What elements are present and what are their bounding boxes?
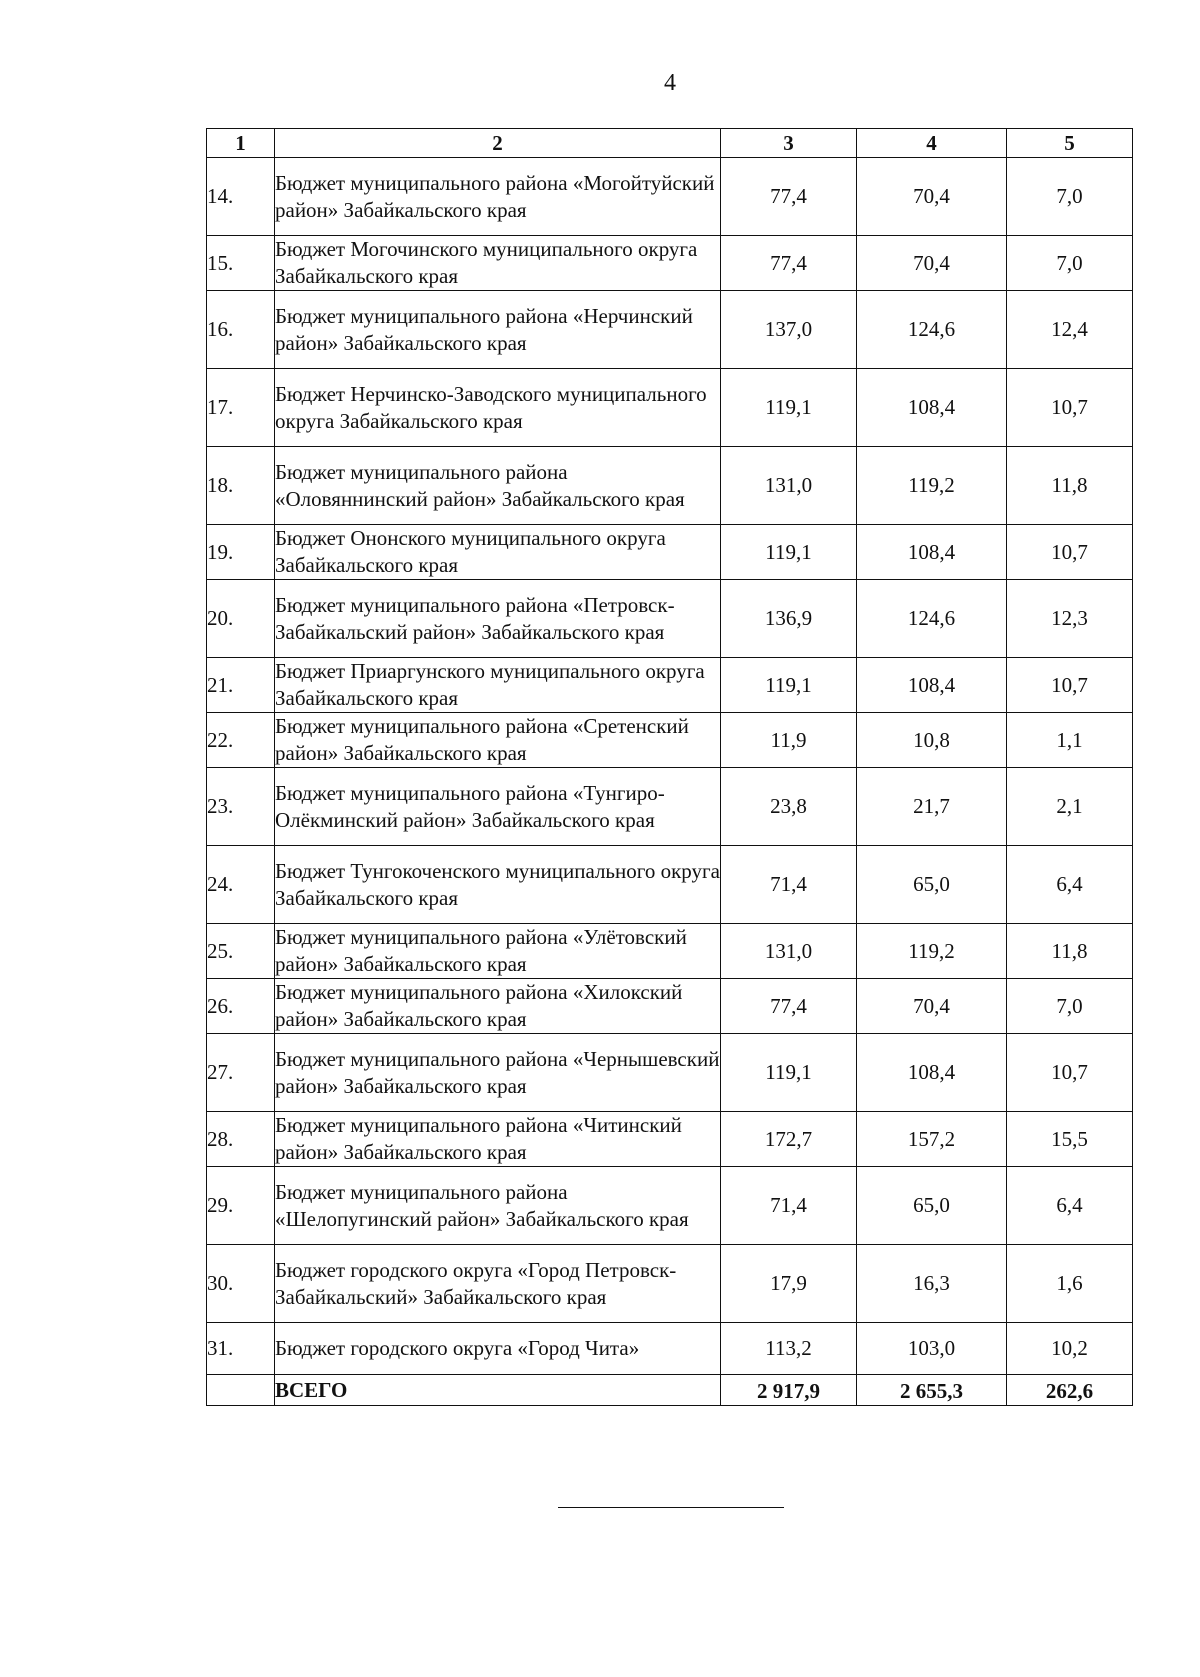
value-col5: 10,7 — [1007, 369, 1133, 447]
table-row — [207, 846, 1133, 924]
page-number: 4 — [664, 70, 676, 96]
value-col4: 70,4 — [857, 979, 1007, 1034]
value-col5: 7,0 — [1007, 236, 1133, 291]
budget-name: Бюджет Тунгокоченского муниципального округа Забайкальского края — [275, 846, 721, 924]
value-col5: 2,1 — [1007, 768, 1133, 846]
budget-name: Бюджет муниципального района «Петровск-Забайкальский район» Забайкальского края — [275, 580, 721, 658]
budget-name: Бюджет Могочинского муниципального округа Забайкальского края — [275, 236, 721, 291]
value-col5: 1,6 — [1007, 1245, 1133, 1323]
table-row — [207, 447, 1133, 525]
value-col4: 65,0 — [857, 846, 1007, 924]
row-number: 19. — [207, 525, 275, 580]
budget-name: Бюджет муниципального района «Тунгиро-Олёкминский район» Забайкальского края — [275, 768, 721, 846]
table-row — [207, 658, 1133, 713]
column-header-5: 5 — [1007, 129, 1133, 158]
value-col3: 17,9 — [721, 1245, 857, 1323]
budget-name: Бюджет муниципального района «Улётовский район» Забайкальского края — [275, 924, 721, 979]
total-value-col3: 2 917,9 — [721, 1375, 857, 1406]
total-value-col4: 2 655,3 — [857, 1375, 1007, 1406]
row-number: 15. — [207, 236, 275, 291]
row-number: 25. — [207, 924, 275, 979]
column-header-1: 1 — [207, 129, 275, 158]
value-col5: 1,1 — [1007, 713, 1133, 768]
budget-name: Бюджет муниципального района «Могойтуйский район» Забайкальского края — [275, 158, 721, 236]
value-col5: 15,5 — [1007, 1112, 1133, 1167]
value-col4: 10,8 — [857, 713, 1007, 768]
value-col4: 119,2 — [857, 447, 1007, 525]
value-col5: 12,3 — [1007, 580, 1133, 658]
total-row-number — [207, 1375, 275, 1406]
value-col3: 119,1 — [721, 658, 857, 713]
table-row — [207, 369, 1133, 447]
table-row — [207, 525, 1133, 580]
value-col4: 124,6 — [857, 291, 1007, 369]
budget-name: Бюджет муниципального района «Нерчинский район» Забайкальского края — [275, 291, 721, 369]
value-col5: 10,2 — [1007, 1323, 1133, 1375]
row-number: 21. — [207, 658, 275, 713]
row-number: 26. — [207, 979, 275, 1034]
value-col3: 136,9 — [721, 580, 857, 658]
value-col3: 113,2 — [721, 1323, 857, 1375]
value-col3: 71,4 — [721, 1167, 857, 1245]
value-col3: 119,1 — [721, 1034, 857, 1112]
value-col4: 65,0 — [857, 1167, 1007, 1245]
table-header-row — [207, 129, 1133, 158]
column-header-4: 4 — [857, 129, 1007, 158]
table-row — [207, 1323, 1133, 1375]
row-number: 20. — [207, 580, 275, 658]
value-col4: 16,3 — [857, 1245, 1007, 1323]
value-col5: 10,7 — [1007, 1034, 1133, 1112]
value-col4: 124,6 — [857, 580, 1007, 658]
table-row — [207, 1034, 1133, 1112]
value-col4: 157,2 — [857, 1112, 1007, 1167]
column-header-2: 2 — [275, 129, 721, 158]
value-col4: 108,4 — [857, 658, 1007, 713]
value-col3: 137,0 — [721, 291, 857, 369]
value-col3: 131,0 — [721, 924, 857, 979]
value-col4: 21,7 — [857, 768, 1007, 846]
table-row — [207, 236, 1133, 291]
value-col5: 6,4 — [1007, 1167, 1133, 1245]
value-col5: 11,8 — [1007, 447, 1133, 525]
column-header-3: 3 — [721, 129, 857, 158]
value-col3: 172,7 — [721, 1112, 857, 1167]
value-col3: 77,4 — [721, 979, 857, 1034]
row-number: 17. — [207, 369, 275, 447]
budget-name: Бюджет муниципального района «Шелопугинский район» Забайкальского края — [275, 1167, 721, 1245]
table-row — [207, 291, 1133, 369]
budget-name: Бюджет муниципального района «Хилокский район» Забайкальского края — [275, 979, 721, 1034]
value-col3: 119,1 — [721, 369, 857, 447]
row-number: 18. — [207, 447, 275, 525]
value-col5: 7,0 — [1007, 979, 1133, 1034]
total-row — [207, 1375, 1133, 1406]
value-col4: 108,4 — [857, 369, 1007, 447]
budget-name: Бюджет муниципального района «Оловяннинский район» Забайкальского края — [275, 447, 721, 525]
closing-line — [558, 1507, 784, 1508]
row-number: 14. — [207, 158, 275, 236]
row-number: 24. — [207, 846, 275, 924]
budget-name: Бюджет Нерчинско-Заводского муниципального округа Забайкальского края — [275, 369, 721, 447]
budget-name: Бюджет Ононского муниципального округа Забайкальского края — [275, 525, 721, 580]
value-col3: 119,1 — [721, 525, 857, 580]
budget-name: Бюджет муниципального района «Читинский район» Забайкальского края — [275, 1112, 721, 1167]
value-col3: 11,9 — [721, 713, 857, 768]
budget-name: Бюджет городского округа «Город Петровск-Забайкальский» Забайкальского края — [275, 1245, 721, 1323]
value-col4: 119,2 — [857, 924, 1007, 979]
budget-name: Бюджет муниципального района «Сретенский район» Забайкальского края — [275, 713, 721, 768]
value-col4: 108,4 — [857, 525, 1007, 580]
value-col5: 10,7 — [1007, 658, 1133, 713]
table-row — [207, 158, 1133, 236]
row-number: 16. — [207, 291, 275, 369]
row-number: 22. — [207, 713, 275, 768]
value-col3: 23,8 — [721, 768, 857, 846]
table-row — [207, 768, 1133, 846]
value-col4: 70,4 — [857, 236, 1007, 291]
value-col5: 6,4 — [1007, 846, 1133, 924]
total-label: ВСЕГО — [275, 1375, 721, 1406]
table-row — [207, 924, 1133, 979]
value-col4: 108,4 — [857, 1034, 1007, 1112]
value-col5: 7,0 — [1007, 158, 1133, 236]
value-col5: 12,4 — [1007, 291, 1133, 369]
value-col4: 103,0 — [857, 1323, 1007, 1375]
table-row — [207, 1167, 1133, 1245]
value-col3: 77,4 — [721, 158, 857, 236]
value-col5: 10,7 — [1007, 525, 1133, 580]
table-row — [207, 1245, 1133, 1323]
table-body — [207, 158, 1133, 1375]
value-col4: 70,4 — [857, 158, 1007, 236]
budget-name: Бюджет Приаргунского муниципального округа Забайкальского края — [275, 658, 721, 713]
row-number: 23. — [207, 768, 275, 846]
budget-name: Бюджет городского округа «Город Чита» — [275, 1323, 721, 1375]
table-row — [207, 580, 1133, 658]
row-number: 30. — [207, 1245, 275, 1323]
value-col3: 71,4 — [721, 846, 857, 924]
table-row — [207, 713, 1133, 768]
table-row — [207, 979, 1133, 1034]
budget-name: Бюджет муниципального района «Чернышевский район» Забайкальского края — [275, 1034, 721, 1112]
row-number: 29. — [207, 1167, 275, 1245]
row-number: 27. — [207, 1034, 275, 1112]
value-col5: 11,8 — [1007, 924, 1133, 979]
value-col3: 77,4 — [721, 236, 857, 291]
budget-table — [206, 128, 1133, 1406]
value-col3: 131,0 — [721, 447, 857, 525]
row-number: 28. — [207, 1112, 275, 1167]
table-row — [207, 1112, 1133, 1167]
total-value-col5: 262,6 — [1007, 1375, 1133, 1406]
row-number: 31. — [207, 1323, 275, 1375]
